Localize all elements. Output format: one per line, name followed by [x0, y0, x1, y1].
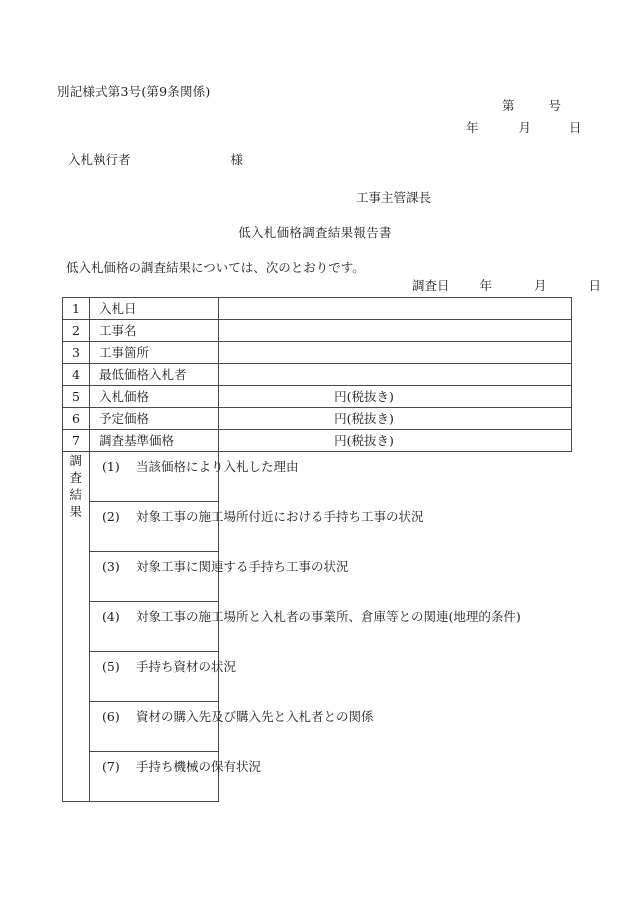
survey-date-day: 日 — [588, 278, 602, 293]
table-row — [63, 430, 572, 452]
table-row — [63, 502, 572, 552]
report-table — [62, 297, 572, 802]
result-item-cell[interactable] — [90, 652, 237, 702]
result-item-index: (5) — [102, 659, 120, 674]
row-label: 予定価格 — [90, 408, 219, 430]
row-value[interactable]: 円(税抜き) — [219, 430, 572, 452]
vertical-char: 結 — [69, 487, 83, 502]
result-item-cell[interactable] — [90, 602, 521, 652]
result-item-cell[interactable] — [90, 752, 262, 802]
form-number: 別記様式第3号(第9条関係) — [57, 84, 211, 99]
result-item-cell[interactable] — [90, 702, 374, 752]
table-row — [63, 386, 572, 408]
table-row — [63, 752, 572, 802]
addressee-name: 入札執行者 — [68, 152, 131, 167]
table-row — [63, 342, 572, 364]
survey-date-label: 調査日 — [412, 278, 450, 293]
row-value[interactable] — [219, 298, 572, 320]
row-number: 5 — [63, 386, 90, 408]
vertical-char: 査 — [69, 470, 83, 485]
result-item-label: 対象工事に関連する手持ち工事の状況 — [136, 559, 349, 574]
result-item-text — [90, 702, 374, 725]
survey-date-month: 月 — [534, 278, 547, 293]
addressee-line — [68, 150, 243, 168]
row-value[interactable] — [219, 320, 572, 342]
result-item-label: 対象工事の施工場所付近における手持ち工事の状況 — [136, 509, 424, 524]
document-number-unit: 号 — [548, 98, 562, 113]
table-row — [63, 552, 572, 602]
row-number: 7 — [63, 430, 90, 452]
result-item-index: (6) — [102, 709, 120, 724]
row-number: 3 — [63, 342, 90, 364]
lead-sentence: 低入札価格の調査結果については、次のとおりです。 — [66, 260, 365, 275]
result-item-cell[interactable] — [90, 452, 299, 502]
issue-date-month: 月 — [518, 120, 532, 135]
issue-date-day: 日 — [569, 120, 582, 135]
result-item-index: (7) — [102, 759, 120, 774]
table-row — [63, 652, 572, 702]
addressee-honorific: 様 — [230, 152, 244, 167]
row-value[interactable]: 円(税抜き) — [219, 408, 572, 430]
issue-date-year: 年 — [466, 120, 479, 135]
survey-date-line — [412, 276, 601, 294]
row-value[interactable] — [219, 342, 572, 364]
vertical-char: 果 — [69, 504, 83, 519]
result-item-cell[interactable] — [90, 502, 424, 552]
result-item-text — [90, 502, 424, 525]
table-row — [63, 364, 572, 386]
table-row — [63, 452, 572, 502]
row-label: 工事箇所 — [90, 342, 219, 364]
table-row — [63, 602, 572, 652]
result-item-index: (3) — [102, 559, 120, 574]
row-label: 工事名 — [90, 320, 219, 342]
vertical-char: 調 — [69, 453, 83, 468]
survey-result-header — [63, 452, 90, 802]
result-item-text — [90, 452, 299, 475]
row-label: 入札日 — [90, 298, 219, 320]
result-item-index: (1) — [102, 459, 120, 474]
result-item-label: 当該価格により入札した理由 — [136, 459, 299, 474]
row-number: 4 — [63, 364, 90, 386]
result-item-label: 資材の購入先及び購入先と入札者との関係 — [136, 709, 374, 724]
result-item-label: 手持ち機械の保有状況 — [136, 759, 262, 774]
row-number: 2 — [63, 320, 90, 342]
row-label: 調査基準価格 — [90, 430, 219, 452]
document-number-label: 第 — [502, 98, 515, 113]
survey-result-vertical-label — [69, 452, 82, 520]
result-item-label: 対象工事の施工場所と入札者の事業所、倉庫等との関連(地理的条件) — [136, 609, 521, 624]
result-item-index: (2) — [102, 509, 120, 524]
result-item-label: 手持ち資材の状況 — [136, 659, 237, 674]
table-row — [63, 408, 572, 430]
table-row — [63, 702, 572, 752]
result-item-text — [90, 602, 521, 625]
row-label: 最低価格入札者 — [90, 364, 219, 386]
result-item-index: (4) — [102, 609, 120, 624]
row-label: 入札価格 — [90, 386, 219, 408]
row-value[interactable]: 円(税抜き) — [219, 386, 572, 408]
result-item-text — [90, 752, 262, 775]
table-row — [63, 298, 572, 320]
row-number: 1 — [63, 298, 90, 320]
survey-date-year: 年 — [479, 278, 493, 293]
row-value[interactable] — [219, 364, 572, 386]
document-title: 低入札価格調査結果報告書 — [238, 225, 392, 240]
issue-date-line — [430, 118, 580, 136]
issuer-title: 工事主管課長 — [356, 190, 432, 205]
result-item-cell[interactable] — [90, 552, 349, 602]
result-item-text — [90, 552, 349, 575]
row-number: 6 — [63, 408, 90, 430]
result-item-text — [90, 652, 237, 675]
document-number-line — [430, 96, 580, 114]
table-row — [63, 320, 572, 342]
